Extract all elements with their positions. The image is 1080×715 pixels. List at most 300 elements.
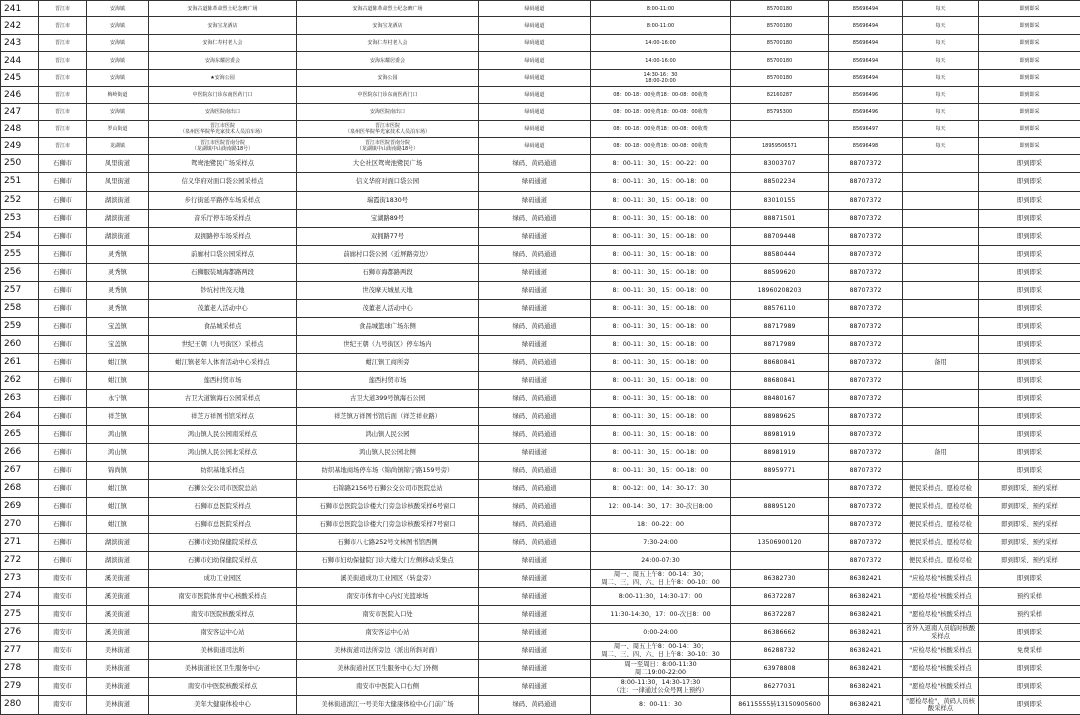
row-number: 261	[1, 354, 39, 372]
site-name-cell: 世纪王朝（九号街区）采样点	[149, 336, 297, 354]
phone-cell: 85795300	[731, 104, 829, 121]
table-row	[1, 552, 1080, 570]
table-row	[1, 696, 1080, 715]
site-name-cell: 纺织基地采样点	[149, 462, 297, 480]
mode-cell: 即到即采	[979, 87, 1080, 104]
table-row	[1, 588, 1080, 606]
mode-cell: 即到即采	[979, 300, 1080, 318]
category-cell: 便民采样点、愿检尽检	[903, 552, 979, 570]
mode-cell: 即到即采	[979, 462, 1080, 480]
table-row	[1, 462, 1080, 480]
hours-cell: 周一、周五上午8：00-14：30； 周二、三、四、六、日上午8：30-10：30	[591, 642, 731, 660]
row-number: 279	[1, 678, 39, 696]
hotline-cell: 88707372	[829, 155, 903, 173]
phone-cell: 88580444	[731, 246, 829, 264]
channel-cell: 绿码、黄码通道	[479, 390, 591, 408]
address-cell: 前廊村口袋公园（近屏路旁边）	[297, 246, 479, 264]
hours-cell: 8：00-11：30、15：00-18：00	[591, 228, 731, 246]
hours-cell: 8：00-11：30、15：00-18：00	[591, 390, 731, 408]
row-number: 263	[1, 390, 39, 408]
channel-cell: 绿码通道	[479, 173, 591, 192]
table-row	[1, 246, 1080, 264]
hotline-cell: 85696494	[829, 35, 903, 52]
hours-cell: 14:30-16：30 18:00-20:00	[591, 70, 731, 87]
mode-cell: 即到即采、预约采样	[979, 516, 1080, 534]
address-cell: 安海古道陈革命烈士纪念碑广场	[297, 1, 479, 17]
town-cell: 安海镇	[87, 104, 149, 121]
hotline-cell: 88707372	[829, 210, 903, 228]
town-cell: 美林街道	[87, 642, 149, 660]
site-name-cell: 祥芝万祥图书馆采样点	[149, 408, 297, 426]
site-name-cell: 晋江市医院 （泉州医华院华光家技术人员泊车场）	[149, 121, 297, 138]
row-number: 278	[1, 660, 39, 678]
hours-cell: 8：00-11：30、15：00-18：00	[591, 372, 731, 390]
site-name-cell: 步行街延平路停车场采样点	[149, 192, 297, 210]
channel-cell: 绿码通道	[479, 17, 591, 35]
row-number: 247	[1, 104, 39, 121]
category-cell	[903, 300, 979, 318]
city-cell: 石狮市	[39, 480, 87, 498]
town-cell: 罗山街道	[87, 121, 149, 138]
mode-cell: 即到即采	[979, 570, 1080, 588]
hours-cell: 8：00-11：30、15：00-18：00	[591, 192, 731, 210]
channel-cell: 绿码、黄码通道	[479, 155, 591, 173]
address-cell: 安海东耀居委会	[297, 52, 479, 70]
channel-cell: 绿码通道	[479, 300, 591, 318]
address-cell: 溪美街道成功工业园区（转盘旁）	[297, 570, 479, 588]
category-cell: "应检尽检"核酸采样点	[903, 642, 979, 660]
table-row	[1, 264, 1080, 282]
phone-cell: 83010155	[731, 192, 829, 210]
channel-cell: 绿码通道	[479, 642, 591, 660]
phone-cell	[731, 121, 829, 138]
phone-cell: 88717989	[731, 318, 829, 336]
hours-cell: 8：00-11：30、15：00-18：00	[591, 282, 731, 300]
city-cell: 晋江市	[39, 35, 87, 52]
city-cell: 南安市	[39, 606, 87, 624]
city-cell: 石狮市	[39, 155, 87, 173]
hours-cell: 8:00-11:30，14:30-17：00	[591, 588, 731, 606]
table-row	[1, 155, 1080, 173]
site-name-cell: 南安市医院核酸采样点	[149, 606, 297, 624]
channel-cell: 绿码、黄码通道	[479, 498, 591, 516]
address-cell: 世纪王朝（九号街区）停车场内	[297, 336, 479, 354]
town-cell: 溪美街道	[87, 588, 149, 606]
city-cell: 石狮市	[39, 228, 87, 246]
mode-cell: 即到即采	[979, 696, 1080, 715]
city-cell: 南安市	[39, 660, 87, 678]
address-cell: 瑞霞街1830号	[297, 192, 479, 210]
mode-cell: 即到即采、预约采样	[979, 552, 1080, 570]
table-row	[1, 282, 1080, 300]
address-cell: 石狮市总医院急诊楼大门旁急诊核酸采样6号窗口	[297, 498, 479, 516]
city-cell: 石狮市	[39, 210, 87, 228]
hotline-cell: 85696496	[829, 104, 903, 121]
channel-cell: 绿码通道	[479, 552, 591, 570]
town-cell: 灵秀镇	[87, 300, 149, 318]
phone-cell: 18960208203	[731, 282, 829, 300]
phone-cell: 86372287	[731, 606, 829, 624]
town-cell: 宝盖镇	[87, 336, 149, 354]
row-number: 265	[1, 426, 39, 444]
hotline-cell: 88707372	[829, 282, 903, 300]
hours-cell: 周一、周五上午8：00-14：30； 周二、三、四、六、日上午8：00-10：00	[591, 570, 731, 588]
town-cell: 安海镇	[87, 70, 149, 87]
channel-cell: 绿码、黄码通道	[479, 318, 591, 336]
table-row	[1, 480, 1080, 498]
channel-cell: 绿码通道	[479, 372, 591, 390]
phone-cell	[731, 552, 829, 570]
address-cell: 莲西村贸市场	[297, 372, 479, 390]
town-cell: 湖滨街道	[87, 534, 149, 552]
row-number: 257	[1, 282, 39, 300]
town-cell: 蚶江镇	[87, 498, 149, 516]
address-cell: 美林街道司法所旁边（派出所斜对面）	[297, 642, 479, 660]
town-cell: 安海镇	[87, 17, 149, 35]
category-cell: 每天	[903, 1, 979, 17]
hours-cell: 8：00-11：30、15：00-18：00	[591, 336, 731, 354]
address-cell: 石狮市海都路两段	[297, 264, 479, 282]
table-row	[1, 642, 1080, 660]
table-row	[1, 210, 1080, 228]
row-number: 250	[1, 155, 39, 173]
address-cell: 祥芝镇万祥图书馆后面（祥芝祥业路）	[297, 408, 479, 426]
city-cell: 石狮市	[39, 300, 87, 318]
phone-cell: 86277031	[731, 678, 829, 696]
channel-cell: 绿码通道	[479, 606, 591, 624]
phone-cell: 63978808	[731, 660, 829, 678]
site-name-cell: 石狮公交公司市医院总站	[149, 480, 297, 498]
table-row	[1, 1, 1080, 17]
site-name-cell: 食品城采样点	[149, 318, 297, 336]
hotline-cell: 88707372	[829, 408, 903, 426]
phone-cell	[731, 516, 829, 534]
address-cell: 鸿山镇人民公园北侧	[297, 444, 479, 462]
hotline-cell: 86382421	[829, 642, 903, 660]
address-cell: 宝湖路89号	[297, 210, 479, 228]
row-number: 254	[1, 228, 39, 246]
table-row	[1, 104, 1080, 121]
category-cell: "愿检尽检"核酸采样点	[903, 588, 979, 606]
category-cell	[903, 336, 979, 354]
hotline-cell: 85696496	[829, 87, 903, 104]
address-cell: 世茂摩天城星天地	[297, 282, 479, 300]
table-row	[1, 390, 1080, 408]
address-cell: 石锦路2156号石狮公交公司市医院总站	[297, 480, 479, 498]
town-cell: 灵秀镇	[87, 264, 149, 282]
table-row	[1, 534, 1080, 552]
site-name-cell: 南安市医院体育中心核酸采样点	[149, 588, 297, 606]
address-cell: 纺织基地商场停车场（锦尚镇锦宁路159号旁）	[297, 462, 479, 480]
channel-cell: 绿码、黄码通道	[479, 696, 591, 715]
address-cell: 南安客运中心站	[297, 624, 479, 642]
mode-cell: 即到即采	[979, 138, 1080, 155]
mode-cell: 预约采样	[979, 588, 1080, 606]
city-cell: 石狮市	[39, 372, 87, 390]
phone-cell: 86115555转13150905600	[731, 696, 829, 715]
category-cell: 便民采样点、愿检尽检	[903, 498, 979, 516]
phone-cell: 82160287	[731, 87, 829, 104]
phone-cell: 85700180	[731, 52, 829, 70]
city-cell: 晋江市	[39, 52, 87, 70]
channel-cell: 绿码、黄码通道	[479, 210, 591, 228]
category-cell	[903, 228, 979, 246]
site-name-cell: 蚶江镇老年人体育活动中心采样点	[149, 354, 297, 372]
row-number: 274	[1, 588, 39, 606]
channel-cell: 绿码通道	[479, 678, 591, 696]
mode-cell: 即到即采	[979, 173, 1080, 192]
town-cell: 凤里街道	[87, 155, 149, 173]
row-number: 262	[1, 372, 39, 390]
phone-cell: 85700180	[731, 17, 829, 35]
mode-cell: 即到即采	[979, 444, 1080, 462]
city-cell: 晋江市	[39, 121, 87, 138]
row-number: 256	[1, 264, 39, 282]
city-cell: 石狮市	[39, 498, 87, 516]
category-cell: "应检尽检"核酸采样点	[903, 570, 979, 588]
channel-cell: 绿码通道	[479, 282, 591, 300]
channel-cell: 绿码、黄码通道	[479, 408, 591, 426]
mode-cell: 即到即采、预约采样	[979, 534, 1080, 552]
table-row	[1, 52, 1080, 70]
phone-cell: 88576110	[731, 300, 829, 318]
hotline-cell: 88707372	[829, 390, 903, 408]
town-cell: 溪美街道	[87, 606, 149, 624]
city-cell: 石狮市	[39, 534, 87, 552]
hotline-cell: 86382421	[829, 588, 903, 606]
site-name-cell: 石狮市妇幼保健院采样点	[149, 552, 297, 570]
address-cell: 晋江市医院 （泉州医华院华光家技术人员泊车场）	[297, 121, 479, 138]
row-number: 264	[1, 408, 39, 426]
row-number: 249	[1, 138, 39, 155]
category-cell: "愿检尽检"核酸采样点	[903, 606, 979, 624]
row-number: 277	[1, 642, 39, 660]
category-cell: 便民采样点、愿检尽检	[903, 516, 979, 534]
category-cell: "愿检尽检"核酸采样点	[903, 678, 979, 696]
address-cell: 双拥路77号	[297, 228, 479, 246]
hours-cell: 11:30-14:30，17：00-次日8：00	[591, 606, 731, 624]
hotline-cell: 88707372	[829, 516, 903, 534]
city-cell: 石狮市	[39, 318, 87, 336]
site-name-cell: 钞坑村世茂天地	[149, 282, 297, 300]
city-cell: 石狮市	[39, 354, 87, 372]
table-row	[1, 173, 1080, 192]
site-name-cell: 信义华府对面口袋公园采样点	[149, 173, 297, 192]
category-cell	[903, 372, 979, 390]
hours-cell: 14:00-16:00	[591, 35, 731, 52]
table-row	[1, 498, 1080, 516]
table-row	[1, 354, 1080, 372]
site-name-cell: 音乐厅停车场采样点	[149, 210, 297, 228]
city-cell: 石狮市	[39, 336, 87, 354]
category-cell: 备用	[903, 444, 979, 462]
row-number: 275	[1, 606, 39, 624]
hotline-cell: 88707372	[829, 192, 903, 210]
mode-cell: 即到即采	[979, 660, 1080, 678]
hotline-cell: 85696498	[829, 138, 903, 155]
category-cell: 便民采样点、愿检尽检	[903, 534, 979, 552]
town-cell: 龙湖镇	[87, 138, 149, 155]
phone-cell: 85700180	[731, 1, 829, 17]
channel-cell: 绿码通道	[479, 87, 591, 104]
phone-cell: 88709448	[731, 228, 829, 246]
town-cell: 湖滨街道	[87, 210, 149, 228]
mode-cell: 即到即采	[979, 35, 1080, 52]
channel-cell: 绿码通道	[479, 192, 591, 210]
row-number: 258	[1, 300, 39, 318]
phone-cell: 88989625	[731, 408, 829, 426]
hotline-cell: 85696494	[829, 52, 903, 70]
phone-cell: 88502234	[731, 173, 829, 192]
hours-cell: 08：00-18：00免费18：00-08：00收费	[591, 87, 731, 104]
town-cell: 蚶江镇	[87, 480, 149, 498]
city-cell: 南安市	[39, 570, 87, 588]
channel-cell: 绿码、黄码通道	[479, 354, 591, 372]
town-cell: 蚶江镇	[87, 372, 149, 390]
city-cell: 石狮市	[39, 516, 87, 534]
category-cell	[903, 408, 979, 426]
site-name-cell: 石狮市妇幼保健院采样点	[149, 534, 297, 552]
city-cell: 石狮市	[39, 444, 87, 462]
category-cell	[903, 462, 979, 480]
channel-cell: 绿码通道	[479, 336, 591, 354]
site-name-cell: 安海仁寿村老人会	[149, 35, 297, 52]
city-cell: 南安市	[39, 678, 87, 696]
address-cell: 美林街道社区卫生服务中心大门外侧	[297, 660, 479, 678]
row-number: 241	[1, 1, 39, 17]
town-cell: 宝盖镇	[87, 318, 149, 336]
city-cell: 晋江市	[39, 70, 87, 87]
hotline-cell: 86382421	[829, 624, 903, 642]
hours-cell: 7:30-24:00	[591, 534, 731, 552]
phone-cell: 83003707	[731, 155, 829, 173]
row-number: 271	[1, 534, 39, 552]
table-row	[1, 35, 1080, 52]
category-cell: 每天	[903, 35, 979, 52]
mode-cell: 即到即采	[979, 121, 1080, 138]
channel-cell: 绿码通道	[479, 70, 591, 87]
table-row	[1, 408, 1080, 426]
row-number: 255	[1, 246, 39, 264]
mode-cell: 即到即采	[979, 624, 1080, 642]
table-row	[1, 138, 1080, 155]
address-cell: 石狮市总医院急诊楼大门旁急诊核酸采样7号窗口	[297, 516, 479, 534]
channel-cell: 绿码、黄码通道	[479, 516, 591, 534]
hours-cell: 18：00-22：00	[591, 516, 731, 534]
site-name-cell: 鸿山镇人民公园北采样点	[149, 444, 297, 462]
city-cell: 石狮市	[39, 264, 87, 282]
address-cell: 古卫大道399号镇海石公园	[297, 390, 479, 408]
city-cell: 晋江市	[39, 138, 87, 155]
site-name-cell: 美林街道社区卫生服务中心	[149, 660, 297, 678]
hours-cell: 8：00-11：30、15：00-18：00	[591, 173, 731, 192]
mode-cell: 即到即采	[979, 282, 1080, 300]
mode-cell: 即到即采	[979, 390, 1080, 408]
address-cell: 信义华府对面口袋公园	[297, 173, 479, 192]
mode-cell: 即到即采	[979, 318, 1080, 336]
table-row	[1, 570, 1080, 588]
address-cell: 中医院东门诊东南医药门口	[297, 87, 479, 104]
town-cell: 美林街道	[87, 660, 149, 678]
channel-cell: 绿码通道	[479, 570, 591, 588]
hotline-cell: 88707372	[829, 372, 903, 390]
town-cell: 溪美街道	[87, 624, 149, 642]
hours-cell: 8：00-11：30、15：00-18：00	[591, 210, 731, 228]
hotline-cell: 86382421	[829, 678, 903, 696]
category-cell	[903, 210, 979, 228]
mode-cell: 即到即采	[979, 372, 1080, 390]
town-cell: 灵秀镇	[87, 246, 149, 264]
address-cell: 美林街道滨江一号美年大健康体检中心门前广场	[297, 696, 479, 715]
site-name-cell: 鸿山镇人民公园南采样点	[149, 426, 297, 444]
row-number: 252	[1, 192, 39, 210]
channel-cell: 绿码、黄码通道	[479, 534, 591, 552]
hours-cell: 0:00-24:00	[591, 624, 731, 642]
mode-cell: 即到即采	[979, 1, 1080, 17]
city-cell: 石狮市	[39, 390, 87, 408]
mode-cell: 即到即采	[979, 104, 1080, 121]
table-row	[1, 444, 1080, 462]
row-number: 248	[1, 121, 39, 138]
phone-cell: 86382730	[731, 570, 829, 588]
address-cell: 蚶江镇工商所旁	[297, 354, 479, 372]
city-cell: 晋江市	[39, 17, 87, 35]
row-number: 273	[1, 570, 39, 588]
site-name-cell: 安海古道陈革命烈士纪念碑广场	[149, 1, 297, 17]
city-cell: 晋江市	[39, 104, 87, 121]
hotline-cell: 88707372	[829, 480, 903, 498]
phone-cell: 88599620	[731, 264, 829, 282]
phone-cell: 88895120	[731, 498, 829, 516]
hotline-cell: 88707372	[829, 354, 903, 372]
site-name-cell: 鸳鸯池鹭民广场采样点	[149, 155, 297, 173]
city-cell: 石狮市	[39, 552, 87, 570]
row-number: 280	[1, 696, 39, 715]
hotline-cell: 88707372	[829, 462, 903, 480]
table-row	[1, 300, 1080, 318]
mode-cell: 即到即采	[979, 70, 1080, 87]
town-cell: 湖滨街道	[87, 228, 149, 246]
table-row	[1, 372, 1080, 390]
phone-cell: 86372287	[731, 588, 829, 606]
category-cell	[903, 264, 979, 282]
table-row	[1, 660, 1080, 678]
hours-cell: 8：00-11：30、15：00-22：00	[591, 155, 731, 173]
row-number: 269	[1, 498, 39, 516]
hours-cell: 8:00-11:30，14:30-17:30 （注：一律通过公众号网上预约）	[591, 678, 731, 696]
row-number: 270	[1, 516, 39, 534]
city-cell: 石狮市	[39, 192, 87, 210]
town-cell: 凤里街道	[87, 173, 149, 192]
channel-cell: 绿码通道	[479, 660, 591, 678]
row-number: 242	[1, 17, 39, 35]
town-cell: 鸿山镇	[87, 444, 149, 462]
city-cell: 石狮市	[39, 282, 87, 300]
address-cell: 南安市中医院入口右侧	[297, 678, 479, 696]
town-cell: 蚶江镇	[87, 516, 149, 534]
town-cell: 锦尚镇	[87, 462, 149, 480]
row-number: 253	[1, 210, 39, 228]
hotline-cell: 85696494	[829, 70, 903, 87]
hotline-cell: 88707372	[829, 534, 903, 552]
table-row	[1, 228, 1080, 246]
hours-cell: 8：00-11：30、15：00-18：00	[591, 408, 731, 426]
hotline-cell: 88707372	[829, 318, 903, 336]
channel-cell: 绿码通道	[479, 121, 591, 138]
town-cell: 美林街道	[87, 678, 149, 696]
address-cell: 安海公园	[297, 70, 479, 87]
channel-cell: 绿码通道	[479, 264, 591, 282]
